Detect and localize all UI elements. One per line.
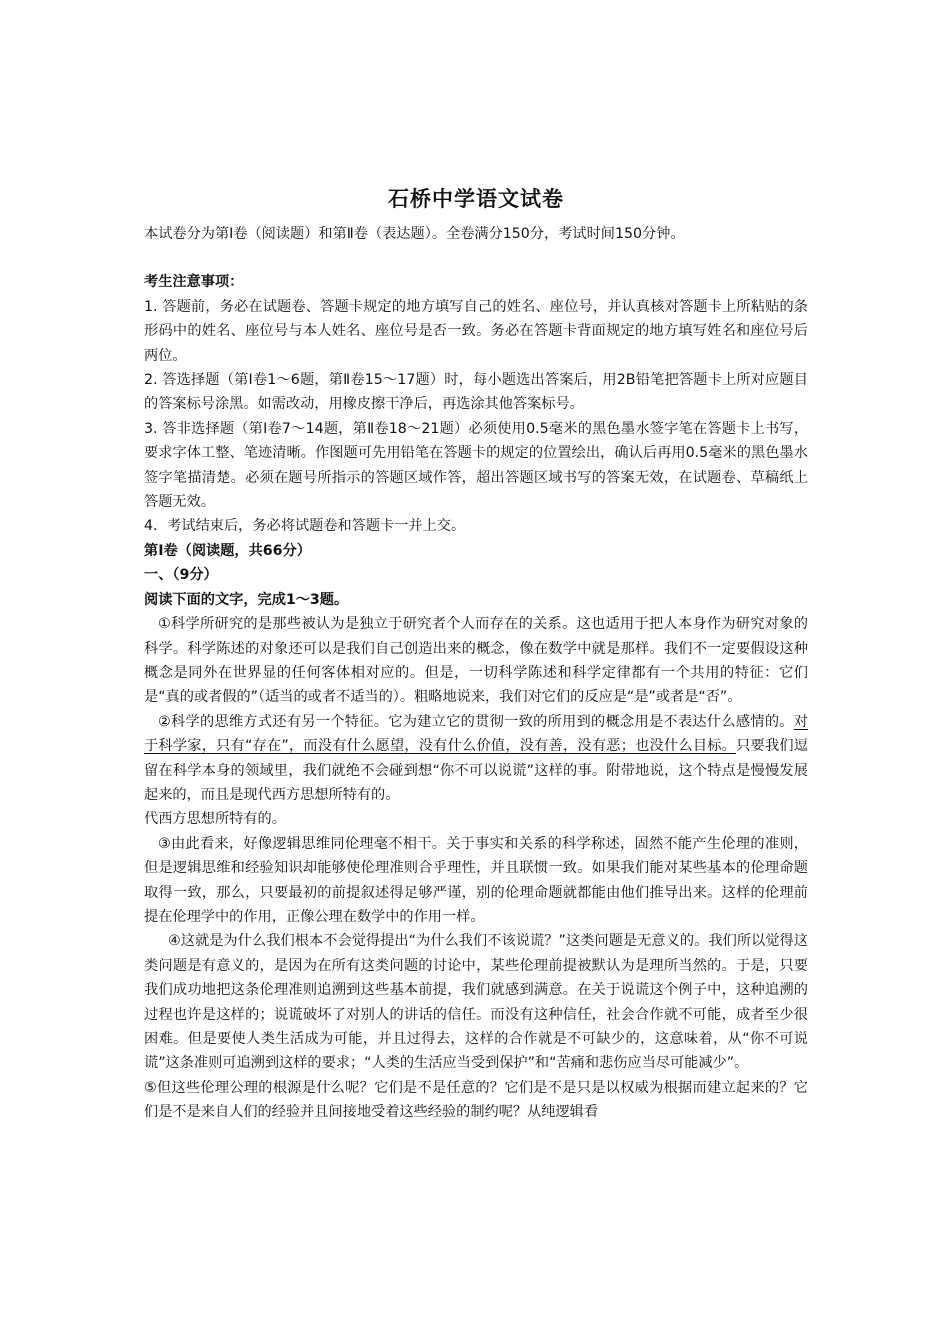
part-heading: 一、（9分） bbox=[144, 567, 218, 584]
section-heading: 第Ⅰ卷（阅读题，共66分） bbox=[144, 542, 311, 559]
passage-paragraph-2 bbox=[144, 710, 808, 808]
passage-paragraph-1: ①科学所研究的是那些被认为是独立于研究者个人而存在的关系。这也适用于把人本身作为研究对象的科学。科学陈述的对象还可以是我们自己创造出来的概念，像在数学中就是那样。我们不一定要假设这种概念是同外在世界显的任何客体相对应的。但是，一切科学陈述和科学定律都有一个共用的特征：它们是“真的或者假的”（适当的或者不适当的）。粗略地说来，我们对它们的反应是“是”或者是“否”。 bbox=[144, 616, 808, 706]
exam-intro: 本试卷分为第Ⅰ卷（阅读题）和第Ⅱ卷（表达题）。全卷满分150分，考试时间150分钟。 bbox=[144, 226, 685, 242]
notice-heading: 考生注意事项： bbox=[144, 274, 244, 291]
exam-page bbox=[144, 182, 808, 1125]
notice-item-2: 2. 答选择题（第Ⅰ卷1～6题，第Ⅱ卷15～17题）时，每小题选出答案后，用2B铅笔把答题卡上所对应题目的答案标号涂黑。如需改动，用橡皮擦干净后，再选涂其他答案标号。 bbox=[144, 372, 808, 413]
paragraph-2-text-end: 只要我们逗留在科学本身的领域里，我们就绝不会碰到想“你不可以说谎”这样的事。附带地说，这个特点是慢慢发展起来的，而且是现代西方思想所特有的。 bbox=[144, 738, 808, 803]
passage-paragraph-5: ⑤但这些伦理公理的根源是什么呢？它们是不是任意的？它们是不是只是以权威为根据而建立起来的？它们是不是来自人们的经验并且间接地受着这些经验的制约呢？从纯逻辑看 bbox=[144, 1079, 808, 1121]
notice-item-1: 1. 答题前，务必在试题卷、答题卡规定的地方填写自己的姓名、座位号，并认真核对答题卡上所粘贴的条形码中的姓名、座位号与本人姓名、座位号是否一致。务必在答题卡背面规定的地方填写姓名和座位号后两位。 bbox=[144, 298, 808, 364]
passage-paragraph-3: ③由此看来，好像逻辑思维同伦理毫不相干。关于事实和关系的科学称述，固然不能产生伦理的准则，但是逻辑思维和经验知识却能够使伦理准则合乎理性，并且联惯一致。如果我们能对某些基本的伦理命题取得一致，那么，只要最初的前提叙述得足够严谨，别的伦理命题就都能由他们推导出来。这样的伦理前提在伦理学中的作用，正像公理在数学中的作用一样。 bbox=[144, 835, 808, 925]
stray-text-line: 代西方思想所特有的。 bbox=[144, 811, 286, 828]
spacer bbox=[144, 246, 808, 270]
paragraph-2-text-start: ②科学的思维方式还有另一个特征。它为建立它的贯彻一致的所用到的概念用是不表达什么感情的。 bbox=[158, 713, 794, 730]
page-title: 石桥中学语文试卷 bbox=[388, 186, 564, 211]
underlined-sentence: 对于科学家，只有“存在”，而没有什么愿望，没有什么价值，没有善，没有恶；也没什么目标。 bbox=[144, 713, 808, 755]
notice-item-4: 4．考试结束后，务必将试题卷和答题卡一并上交。 bbox=[144, 518, 466, 535]
passage-paragraph-4: ④这就是为什么我们根本不会觉得提出“为什么我们不该说谎？”这类问题是无意义的。我们所以觉得这类问题是有意义的，是因为在所有这类问题的讨论中，某些伦理前提被默认为是理所当然的。于是，只要我们成功地把这条伦理准则追溯到这些基本前提，我们就感到满意。在关于说谎这个例子中，这种追溯的过程也许是这样的；说谎破坏了对别人的讲话的信任。而没有这种信任，社会合作就不可能，成者至少很困难。但是要使人类生活成为可能，并且过得去，这样的合作就是不可缺少的，这意味着，从“你不可说谎”这条准则可追溯到这样的要求；“人类的生活应当受到保护”和“苦痛和悲伤应当尽可能减少”。 bbox=[144, 933, 808, 1072]
reading-instruction: 阅读下面的文字，完成1～3题。 bbox=[144, 591, 349, 608]
notice-item-3: 3. 答非选择题（第Ⅰ卷7～14题，第Ⅱ卷18～21题）必须使用0.5毫米的黑色墨水签字笔在答题卡上书写，要求字体工整、笔迹清晰。作图题可先用铅笔在答题卡的规定的位置绘出，确认后再用0.5毫米的黑色墨水签字笔描清楚。必须在题号所指示的答题区域作答，超出答题区域书写的答案无效，在试题卷、草稿纸上答题无效。 bbox=[144, 420, 808, 511]
